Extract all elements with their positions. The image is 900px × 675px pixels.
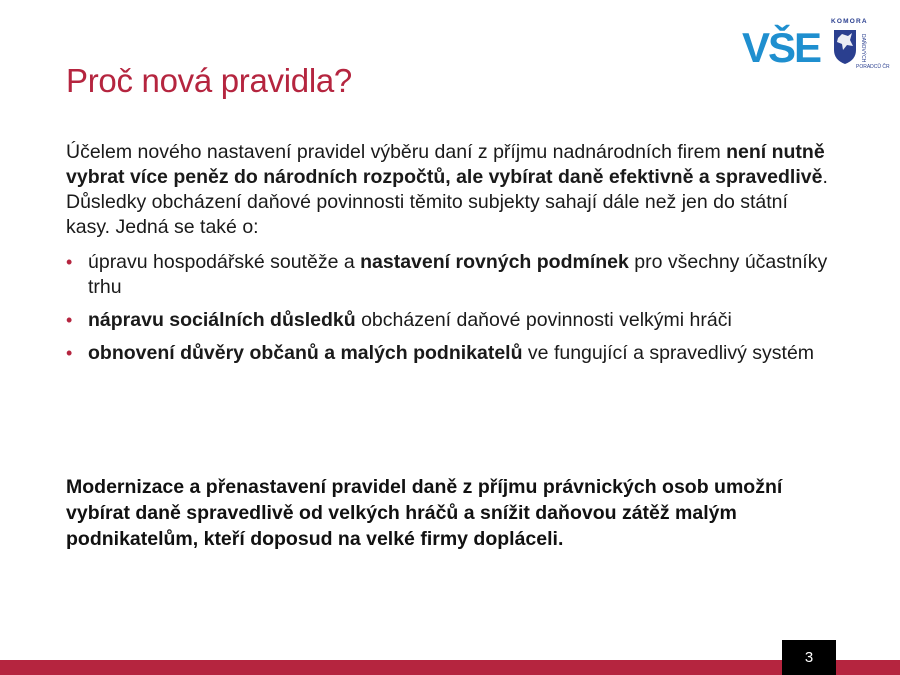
- svg-text:PORADCŮ ČR: PORADCŮ ČR: [856, 64, 890, 70]
- body-text: [66, 140, 836, 374]
- svg-text:DAŇOVÝCH: DAŇOVÝCH: [860, 34, 866, 63]
- vse-logo: [742, 22, 821, 71]
- bullet-post: pro všechny účastníky trhu: [88, 251, 828, 298]
- bullet-bold: nastavení rovných podmínek: [360, 251, 629, 273]
- svg-text:KOMORA: KOMORA: [831, 18, 868, 25]
- bullet-bold: nápravu sociálních důsledků: [88, 309, 356, 331]
- slide-title: Proč nová pravidla?: [66, 62, 352, 99]
- komora-logo: [826, 16, 890, 72]
- bullet-post: ve fungující a spravedlivý systém: [522, 342, 815, 364]
- intro-bold: není nutně vybrat více peněz do národních rozpočtů, ale vybírat daně efektivně a spravedlivě: [66, 141, 825, 188]
- bullet-list: [66, 250, 836, 366]
- page-number: 3: [782, 640, 836, 675]
- conclusion-text: Modernizace a přenastavení pravidel daně z příjmu právnických osob umožní vybírat daně spravedlivě od velkých hráčů a snížit daňovou zátěž malým podnikatelům, kteří doposud na velké firmy dopláceli.: [66, 476, 783, 550]
- bullet-bold: obnovení důvěry občanů a malých podnikatelů: [88, 342, 523, 364]
- bullet-dot-icon: •: [66, 252, 73, 272]
- footer-bar: [0, 660, 900, 675]
- vse-logo-text: VŠE: [742, 24, 821, 71]
- bullet-post: obcházení daňové povinnosti velkými hráči: [355, 309, 732, 331]
- bullet-dot-icon: •: [66, 310, 73, 330]
- bullet-item: [66, 341, 836, 366]
- bullet-item: [66, 250, 836, 300]
- intro-part3: . Důsledky obcházení daňové povinnosti těmito subjekty sahají dále než jen do státní kasy. Jedná se také o:: [66, 166, 828, 238]
- bullet-item: [66, 308, 836, 333]
- intro-paragraph: [66, 140, 836, 240]
- bullet-pre: úpravu hospodářské soutěže a: [88, 251, 361, 273]
- bullet-dot-icon: •: [66, 343, 73, 363]
- intro-part1: Účelem nového nastavení pravidel výběru daní z příjmu nadnárodních firem: [66, 141, 727, 163]
